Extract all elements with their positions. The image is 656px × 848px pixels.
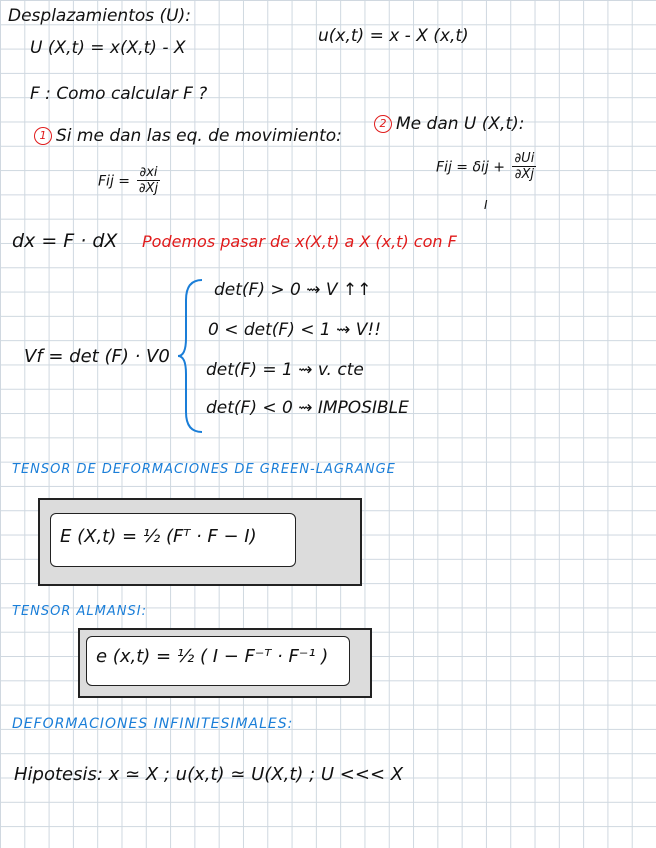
almansi-heading: TENSOR ALMANSI: [12, 604, 147, 619]
green-lagrange-formula: E (X,t) = ½ (Fᵀ · F − I) [60, 526, 257, 547]
infinitesimal-heading: DEFORMACIONES INFINITESIMALES: [12, 716, 294, 732]
f1-fraction [137, 166, 159, 197]
f-definition-2 [436, 152, 539, 183]
option-2-number: 2 [374, 115, 392, 133]
det-case-3: det(F) = 1 ⇝ v. cte [206, 360, 364, 380]
f-question: F : Como calcular F ? [30, 84, 208, 104]
f1-numerator: ∂xi [139, 165, 158, 180]
volume-equation: Vf = det (F) · V0 [24, 346, 170, 367]
option-1-number: 1 [34, 127, 52, 145]
f2-fraction [512, 152, 536, 183]
f1-denominator: ∂Xj [138, 181, 159, 197]
displacement-spatial-eq: u(x,t) = x - X (x,t) [318, 26, 469, 46]
curly-brace-icon [176, 276, 206, 436]
f2-identity-label: I [484, 198, 488, 212]
det-case-1: det(F) > 0 ⇝ V ↑↑ [214, 280, 372, 300]
f-definition-1 [98, 166, 163, 197]
det-case-2: 0 < det(F) < 1 ⇝ V!! [208, 320, 382, 340]
option-2 [374, 114, 524, 134]
hypothesis-line: Hipotesis: x ≃ X ; u(x,t) ≃ U(X,t) ; U <<< X [14, 764, 404, 785]
f2-lhs: Fij = δij + [436, 159, 505, 176]
f1-lhs: Fij = [98, 173, 131, 190]
f2-denominator: ∂Xj [514, 167, 534, 183]
green-lagrange-heading: TENSOR DE DEFORMACIONES DE GREEN-LAGRANGE [12, 462, 396, 477]
dx-note: Podemos pasar de x(X,t) a X (x,t) con F [142, 232, 457, 251]
option-1-text: Si me dan las eq. de movimiento: [56, 126, 342, 146]
option-2-text: Me dan U (X,t): [396, 114, 525, 134]
det-case-4: det(F) < 0 ⇝ IMPOSIBLE [206, 398, 409, 418]
f2-numerator: ∂Ui [514, 151, 535, 166]
displacements-title: Desplazamientos (U): [8, 6, 191, 26]
almansi-formula: e (x,t) = ½ ( I − F⁻ᵀ · F⁻¹ ) [96, 646, 329, 667]
option-1 [34, 126, 342, 146]
displacement-material-eq: U (X,t) = x(X,t) - X [30, 38, 186, 58]
dx-equation: dx = F · dX [12, 230, 118, 252]
